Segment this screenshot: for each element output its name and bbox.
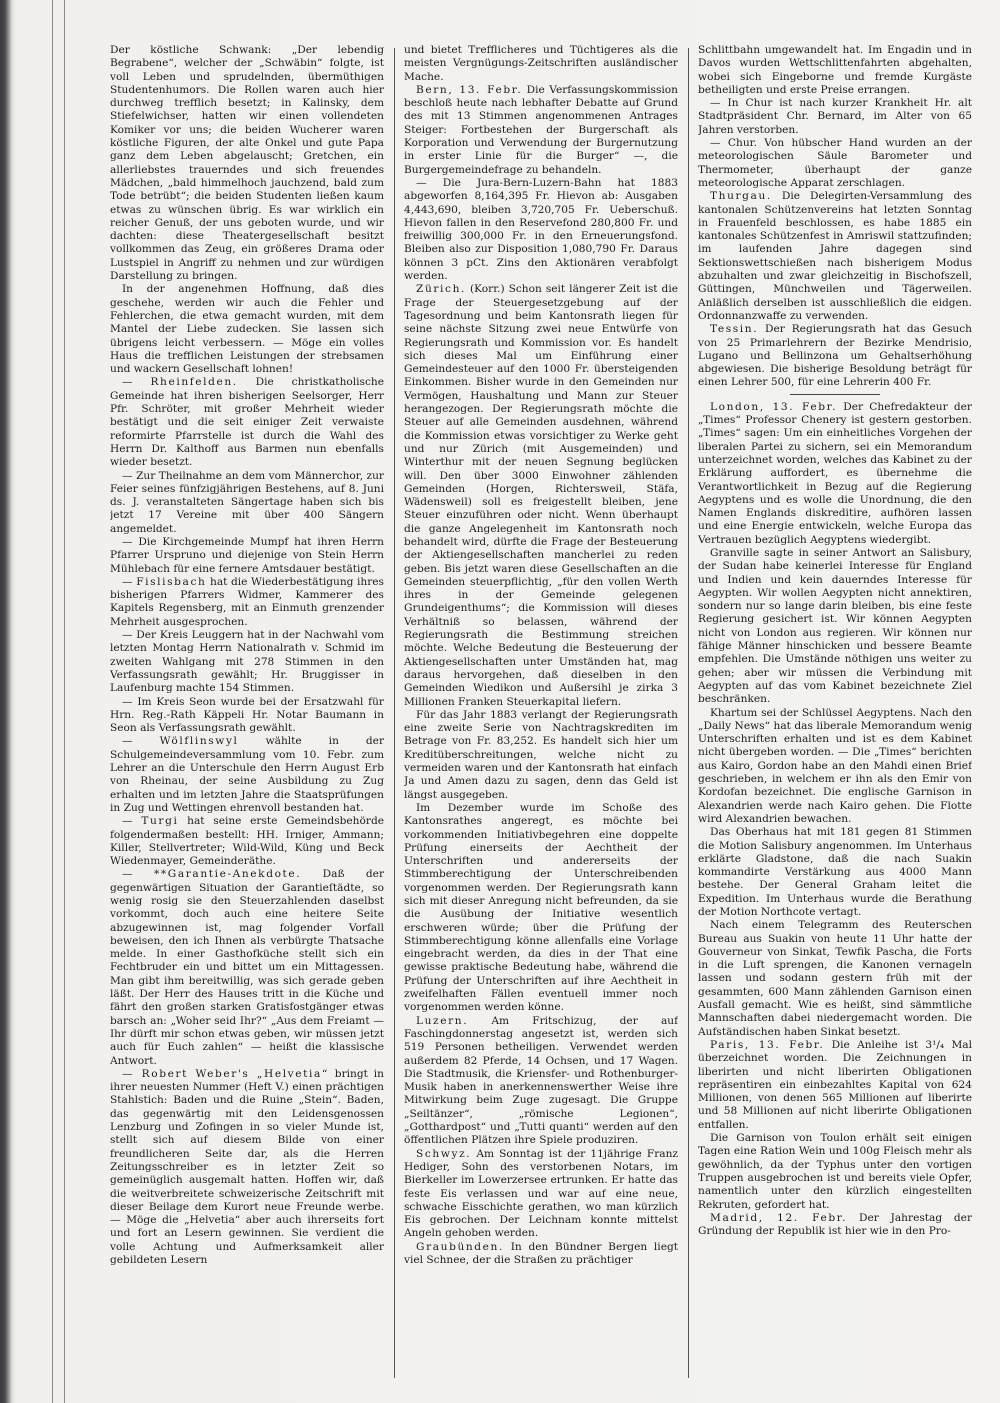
news-item: — Turgi hat seine erste Gemeindsbehörde folgendermaßen bestellt: HH. Irniger, Ammann; Killer, Stellvertreter; Wild-Wild, Küng und Beck Wiedenmayer, Gemeinderäthe. — [110, 815, 384, 868]
paragraph: Im Dezember wurde im Schoße des Kantonsrathes angeregt, es möchte bei vorkommenden Initiativbegehren eine doppelte Prüfung einerseits der Aechtheit der Unterschriften und andererseits der Stimmberechtigung der Unterschreibenden vorgenommen werden. Der Regierungsrath kann sich mit dieser Anregung nicht befreunden, da sie die Ausübung der Initiative wesentlich erschweren würde; über die Prüfung der Stimmberechtigung könne allenfalls eine Vorlage eingebracht werden, da dies in der That eine gewisse praktische Bedeutung habe, während die Prüfung der Unterschriften auf ihre Aechtheit in zweifelhaften Fällen eventuell immer noch vorgenommen werden könne. — [404, 801, 678, 1014]
place-name: Tessin. — [710, 323, 759, 336]
paragraph: Für das Jahr 1883 verlangt der Regierungsrath eine zweite Serie von Nachtragskrediten im Betrage von Fr. 83,252. Es handelt sich hier um Kreditüberschreitungen, welche nicht zu vermeiden waren und der Kantonsrath hat einfach Ja und Amen dazu zu sagen, denn das Geld ist längst ausgegeben. — [404, 708, 678, 801]
article-title: **Garantie-Anekdote. — [153, 868, 302, 881]
paragraph: — Im Kreis Seon wurde bei der Ersatzwahl für Hrn. Reg.-Rath Käppeli Hr. Notar Baumann in Seon als Verfassungsrath gewählt. — [110, 695, 384, 735]
binding-edge-line — [52, 0, 53, 1403]
paragraph: Der köstliche Schwank: „Der lebendig Begrabene“, welcher der „Schwäbin“ folgte, ist voll Leben und sprudelnden, übermüthigen Studentenhumors. Die Rollen waren auch hier durchweg trefflich besetzt; in Kalinsky, dem Stiefelwichser, hatten wir einen vollendeten Komiker vor uns; die beiden Wucherer waren köstliche Figuren, der alte Onkel und gute Papa ganz dem Leben abgelauscht; Gretchen, ein allerliebstes trauerndes und sich freuendes Mädchen, „bald himmelhoch jauchzend, bald zum Tode betrübt“; die beiden Studenten ließen kaum etwas zu wünschen übrig. Es war wirklich ein reicher Genuß, der uns geboten wurde, und wir dachten: diese Theatergesellschaft besitzt vollkommen das Zeug, ein größeres Drama oder Lustspiel in Angriff zu nehmen und zur würdigen Darstellung zu bringen. — [110, 44, 384, 283]
news-text: Die Anleihe ist 3¹/₄ Mal überzeichnet worden. Die Zeichnungen in liberirten und nicht liberirten Obligationen repräsentiren ein einbezahltes Kapital von 624 Millionen, von denen 565 Millionen auf liberirte und 58 Millionen auf nicht liberirte Obligationen entfallen. — [698, 1038, 972, 1131]
paragraph: — In Chur ist nach kurzer Krankheit Hr. alt Stadtpräsident Chr. Bernard, im Alter von 65 Jahren verstorben. — [698, 97, 972, 136]
news-item — [698, 323, 972, 389]
paragraph: und bietet Trefflicheres und Tüchtigeres als die meisten Vergnügungs-Zeitschriften ausländischer Mache. — [404, 44, 678, 83]
paragraph: — Zur Theilnahme an dem vom Männerchor, zur Feier seines fünfzigjährigen Bestehens, auf 8. Juni ds. J. veranstalteten Sängertage haben sich bis jetzt 17 Vereine mit über 400 Sängern angemeldet. — [110, 469, 384, 535]
news-text: (Korr.) Schon seit längerer Zeit ist die Frage der Steuergesetzgebung auf der Tagesordnung und beim Kantonsrath liegen für seine nächste Sitzung zwei neue Entwürfe von Regierungsrath und Kommission vor. Es handelt sich dieses Mal um Einführung einer Gemeindesteuer auf den 1000 Fr. übersteigenden Einkommen. Bisher wurde in den Gemeinden nur Vermögen, Haushaltung und Mann zur Steuer herangezogen. Der Regierungsrath möchte die Steuer auf alle Gemeinden ausdehnen, während die Kommission etwas vorsichtiger zu Werke geht und nur Zürich (mit Ausgemeinden) und Winterthur mit der neuen Segnung beglücken will. Den über 3000 Einwohner zählenden Gemeinden (Horgen, Richtersweil, Stäfa, Wädensweil) soll es freigestellt bleiben, jene Steuer einzuführen oder nicht. Wenn überhaupt die ganze Angelegenheit im Kantonsrath noch behandelt wird, dürfte die Frage der Besteuerung der Aktiengesellschaften mancherlei zu reden geben. Bis jetzt waren diese Gesellschaften an die Gemeinden steuerpflichtig, „für den vollen Werth ihres in der Gemeinde gelegenen Grundeigenthums“; die Kommission will dieses Verhältniß so belassen, während der Regierungsrath die Bestimmung streichen möchte. Welche Bedeutung die Besteuerung der Aktiengesellschaften unter Umständen hat, mag daraus hervorgehen, daß dieselben in den Gemeinden Wiedikon und Außersihl je zirka 3 Millionen Franken Steuerkapital liefern. — [404, 283, 678, 708]
place-name: Wölflinswyl — [159, 735, 239, 748]
paragraph: — Der Kreis Leuggern hat in der Nachwahl vom letzten Montag Herrn Nationalrath v. Schmid im zweiten Wahlgang mit 278 Stimmen in den Verfassungsrath gewählt; Hr. Bruggisser in Laufenburg machte 154 Stimmen. — [110, 629, 384, 695]
news-item — [404, 1241, 678, 1268]
place-name: Graubünden. — [416, 1240, 504, 1253]
news-text: Die christkatholische Gemeinde hat ihren bisherigen Seelsorger, Herr Pfr. Schröter, mit großer Mehrheit wieder bestätigt und die seit einiger Zeit verwaiste reformirte Pfarrstelle ist durch die Wahl des Herrn Dr. Kalthoff aus Barmen nun ebenfalls wieder besetzt. — [110, 376, 384, 469]
paragraph: — Die Kirchgemeinde Mumpf hat ihren Herrn Pfarrer Urspruno und diejenige von Stein Herrn Mühlebach für eine fernere Amtsdauer bestätigt. — [110, 535, 384, 575]
paragraph: Die Garnison von Toulon erhält seit einigen Tagen eine Ration Wein und 100g Fleisch mehr als gewöhnlich, da der Typhus unter den vortigen Truppen ausgebrochen ist und bereits viele Opfer, namentlich unter den kürzlich eingestellten Rekruten, gefordert hat. — [698, 1132, 972, 1211]
article-title: — Robert Weber's „Helvetia“ — [122, 1067, 329, 1080]
news-text: Die Delegirten-Versammlung des kantonalen Schützenvereins hat letzten Sonntag in Frauenfeld beschlossen, es habe 1885 ein kantonales Schützenfest in Amriswil stattzufinden; im laufenden Jahre dagegen sind Sektionswettschießen nach bisherigem Modus abzuhalten und zwar gleichzeitig in Bischofszell, Güttingen, Münchweilen und Tägerweilen. Anläßlich derselben ist ausschließlich die eidgen. Ordonnanzwaffe zu verwenden. — [698, 190, 972, 322]
column-3 — [698, 44, 972, 1384]
news-text: Der Jahrestag der Gründung der Republik ist hier wie in den Pro- — [698, 1211, 972, 1238]
news-text: hat seine erste Gemeindsbehörde folgendermaßen bestellt: HH. Irniger, Ammann; Killer, Stellvertreter; Wild-Wild, Küng und Beck Wiedenmayer, Gemeinderäthe. — [110, 815, 384, 868]
place-name: Luzern. — [416, 1014, 469, 1027]
column-rule — [394, 48, 395, 1378]
place-name: London, 13. Febr. — [710, 400, 838, 413]
news-item — [404, 1015, 678, 1148]
place-name: Thurgau. — [710, 190, 772, 203]
article-columns — [110, 44, 972, 1384]
place-name: Turgi — [141, 815, 179, 828]
column-1 — [110, 44, 384, 1384]
news-item — [698, 401, 972, 547]
paragraph: Granville sagte in seiner Antwort an Salisbury, der Sudan habe keinerlei Interesse für England und Indien und kein dauerndes Interesse für Aegypten. Wir wollen Aegypten nicht annektiren, sondern nur so lange darin bleiben, bis eine feste Regierung gesichert ist. Wir können Aegypten nicht von London aus regieren. Wir können nur fähige Männer hinschicken und bessere Beamte empfehlen. Die Umstände nöthigen uns weiter zu gehen; aber wir müssen die Verbindung mit Aegypten auf das vom Kabinet bezeichnete Ziel beschränken. — [698, 546, 972, 706]
place-name: Fislisbach — [136, 575, 207, 588]
place-name: Zürich. — [416, 283, 466, 296]
paragraph: Khartum sei der Schlüssel Aegyptens. Nach den „Daily News“ hat das liberale Memorandum wenig Unterschriften erhalten und ist es dem Kabinet nicht übergeben worden. — Die „Times“ berichten aus Kairo, Gordon habe an den Mahdi einen Brief geschrieben, in welchem er ihn als den Emir von Kordofan bezeichnet. Die englische Garnison in Alexandrien werde nach Kairo gehen. Die Flotte wird Alexandrien bewachen. — [698, 706, 972, 825]
news-item — [404, 84, 678, 177]
paragraph: Schlittbahn umgewandelt hat. Im Engadin und in Davos wurden Wettschlittenfahrten abgehalten, wobei sich Eingeborne und fremde Kurgäste betheiligten und erste Preise errangen. — [698, 44, 972, 96]
paragraph: In der angenehmen Hoffnung, daß dies geschehe, werden wir auch die Fehler und Fehlerchen, die etwa gemacht wurden, mit dem Mantel der Liebe zudecken. Sie lassen sich übrigens leicht verbessern. — Möge ein volles Haus die trefflichen Leistungen der strebsamen und wackern Gesellschaft lohnen! — [110, 283, 384, 376]
place-name: Paris, 13. Febr. — [710, 1038, 825, 1051]
paragraph: — Chur. Von hübscher Hand wurden an der meteorologischen Säule Barometer und Thermometer, überhaupt der ganze meteorologische Apparat zerschlagen. — [698, 137, 972, 189]
news-text: Daß der gegenwärtigen Situation der Garantieſtädte, so wenig rosig sie den Steuerzahlenden daselbst vorkommt, doch auch eine heitere Seite abzugewinnen ist, mag folgender Vorfall beweisen, den ich Ihnen als verbürgte Thatsache melde. In einer Gasthofküche stellt sich ein Fechtbruder ein und bittet um ein Mittagessen. Man gibt ihm bereitwillig, was sich gerade geben läßt. Der Herr des Hauses tritt in die Küche und fährt den großen starken Gratisfostgänger etwas barsch an: „Woher seid Ihr?“ „Aus dem Freiamt — Ihr dürft mir schon etwas geben, wir müssen jetzt auch für Euch zahlen“ — heißt die klassische Antwort. — [110, 868, 384, 1067]
news-item — [698, 1212, 972, 1239]
news-item — [404, 283, 678, 709]
news-text: Am Sonntag ist der 11jährige Franz Hediger, Sohn des verstorbenen Notars, im Bierkeller im Lowerzersee ertrunken. Er hatte das feste Eis verlassen und war auf eine neue, schwache Eisschichte gerathen, wo man kürzlich Eis gebrochen. Der Leichnam konnte mittelst Angeln gehoben werden. — [404, 1147, 678, 1240]
news-item: — Fislisbach hat die Wiederbestätigung ihres bisherigen Pfarrers Widmer, Kammerer des Kapitels Regensberg, mit an Einmuth grenzender Mehrheit ausgesprochen. — [110, 575, 384, 628]
column-rule — [688, 48, 689, 1378]
place-name: Rheinfelden. — [150, 376, 238, 389]
news-text: In den Bündner Bergen liegt viel Schnee, der die Straßen zu prächtiger — [404, 1240, 678, 1267]
column-2 — [404, 44, 678, 1384]
news-text: Die Verfassungskommission beschloß heute nach lebhafter Debatte auf Grund des mit 13 Stimmen angenommenen Antrages Steiger: Fortbestehen der Burgerschaft als Korporation und Verwendung der Burgernutzung in erster Linie für die Burger“ —, die Burgergemeindefrage zu behandeln. — [404, 83, 678, 176]
paragraph: Das Oberhaus hat mit 181 gegen 81 Stimmen die Motion Salisbury angenommen. Im Unterhaus erklärte Gladstone, daß die nach Suakin kommandirte Verstärkung aus 4000 Mann bestehe. Der General Graham leitet die Expedition. Im Unterhaus wurde die Berathung der Motion Northcote vertagt. — [698, 826, 972, 918]
news-text: Der Regierungsrath hat das Gesuch von 25 Primarlehrern der Bezirke Mendrisio, Lugano und Bellinzona um Gehaltserhöhung abgewiesen. Die bisherige Besoldung beträgt für einen Lehrer 500, für eine Lehrerin 400 Fr. — [698, 323, 972, 389]
news-item: — Wölflinswyl wählte in der Schulgemeindeversammlung vom 10. Febr. zum Lehrer an die Unterschule den Herrn August Erb von Rheinau, der seine Ausbildung zu Zug erhalten und im letzten Jahre die Staatsprüfungen in Zug und Wettingen ehrenvoll bestanden hat. — [110, 735, 384, 814]
news-item — [698, 190, 972, 323]
news-text: Am Fritschizug, der auf Faschingdonnerstag angesetzt ist, werden sich 519 Personen betheiligen. Verwendet werden außerdem 82 Pferde, 14 Ochsen, und 17 Wagen. Die Stadtmusik, die Kriensfer- und Rothenburger-Musik haben in anerkennenswerther Weise ihre Mitwirkung beim Zuge zugesagt. Die Gruppe „Seiltänzer“, „römische Legionen“, „Gotthardpost“ und „Tutti quanti“ werden auf den öffentlichen Plätzen ihre Spiele produziren. — [404, 1014, 678, 1147]
news-text: hat die Wiederbestätigung ihres bisherigen Pfarrers Widmer, Kammerer des Kapitels Regensberg, mit an Einmuth grenzender Mehrheit ausgesprochen. — [110, 575, 384, 628]
news-text: wählte in der Schulgemeindeversammlung vom 10. Febr. zum Lehrer an die Unterschule den Herrn August Erb von Rheinau, der seine Ausbildung zu Zug erhalten und im letzten Jahre die Staatsprüfungen in Zug und Wettingen ehrenvoll bestanden hat. — [110, 735, 384, 814]
news-item: — **Garantie-Anekdote. Daß der gegenwärtigen Situation der Garantieſtädte, so wenig rosig sie den Steuerzahlenden daselbst vorkommt, doch auch eine heitere Seite abzugewinnen ist, mag folgender Vorfall beweisen, den ich Ihnen als verbürgte Thatsache melde. In einer Gasthofküche stellt sich ein Fechtbruder ein und bittet um ein Mittagessen. Man gibt ihm bereitwillig, was sich gerade geben läßt. Der Herr des Hauses tritt in die Küche und fährt den großen starken Gratisfostgänger etwas barsch an: „Woher seid Ihr?“ „Aus dem Freiamt — Ihr dürft mir schon etwas geben, wir müssen jetzt auch für Euch zahlen“ — heißt die klassische Antwort. — [110, 868, 384, 1067]
paragraph: Nach einem Telegramm des Reuterschen Bureau aus Suakin von heute 11 Uhr hatte der Gouverneur von Sinkat, Tewfik Pascha, die Forts in die Luft sprengen, die Kanonen vernageln lassen und sodann gestern früh mit der gesammten, 600 Mann zählenden Garnison einen Ausfall gemacht. Wie es heißt, sind sämmtliche Mannschaften dabei niedergemacht worden. Die Aufständischen haben Sinkat besetzt. — [698, 919, 972, 1038]
news-item: — Rheinfelden. Die christkatholische Gemeinde hat ihren bisherigen Seelsorger, Herr Pfr. Schröter, mit großer Mehrheit wieder bestätigt und die seit einiger Zeit verwaiste reformirte Pfarrstelle ist durch die Wahl des Herrn Dr. Kalthoff aus Barmen nun ebenfalls wieder besetzt. — [110, 376, 384, 469]
place-name: Madrid, 12. Febr. — [710, 1211, 848, 1224]
paragraph: — Die Jura-Bern-Luzern-Bahn hat 1883 abgeworfen 8,164,395 Fr. Hievon ab: Ausgaben 4,443,690, bleiben 3,720,705 Fr. Ueberschuß. Hievon fallen in den Reservefond 280,800 Fr. und freiwillig 300,000 Fr. in den Erneuerungsfond. Bleiben also zur Disposition 1,080,790 Fr. Daraus können 3 pCt. Zins den Aktionären verabfolgt werden. — [404, 176, 678, 283]
news-item — [404, 1148, 678, 1241]
news-item — [110, 1068, 384, 1267]
news-item — [698, 1039, 972, 1132]
news-text: Der Chefredakteur der „Times“ Professor Chenery ist gestern gestorben. „Times“ sagen: Um ein einheitliches Vorgehen der liberalen Partei zu sichern, sei ein Memorandum unterzeichnet worden, welches das Kabinet zu der Erklärung auffordert, es übernehme die Verantwortlichkeit in Bezug auf die Regierung Aegyptens und es wolle die Unordnung, die den Namen Englands diskreditire, aufhören lassen und eine Energie entwickeln, welche Europa das Vertrauen bezüglich Aegyptens wiedergibt. — [698, 400, 972, 546]
news-text: bringt in ihrer neuesten Nummer (Heft V.) einen prächtigen Stahlstich: Baden und die Ruine „Stein“. Baden, das gegenwärtig mit den Leidensgenossen Lenzburg und Zofingen in so vieler Munde ist, stellt sich auf diesem Bilde von einer freundlicheren Seite dar, als die Herren Zeitungsschreiber es in letzter Zeit so gemeinüglich ausgemalt hatten. Hoffen wir, daß die weitverbreitete schweizerische Zeitschrift mit dieser Beilage dem Kurort neue Freunde werbe. — Möge die „Helvetia“ aber auch ihrerseits fort und fort an Lesern gewinnen. Sie verdient die volle Achtung und Aufmerksamkeit aller gebildeten Lesern — [110, 1067, 384, 1267]
binding-edge-line — [64, 0, 65, 1403]
place-name: Bern, 13. Febr. — [416, 83, 523, 96]
section-divider — [790, 394, 880, 395]
place-name: Schwyz. — [416, 1147, 472, 1160]
